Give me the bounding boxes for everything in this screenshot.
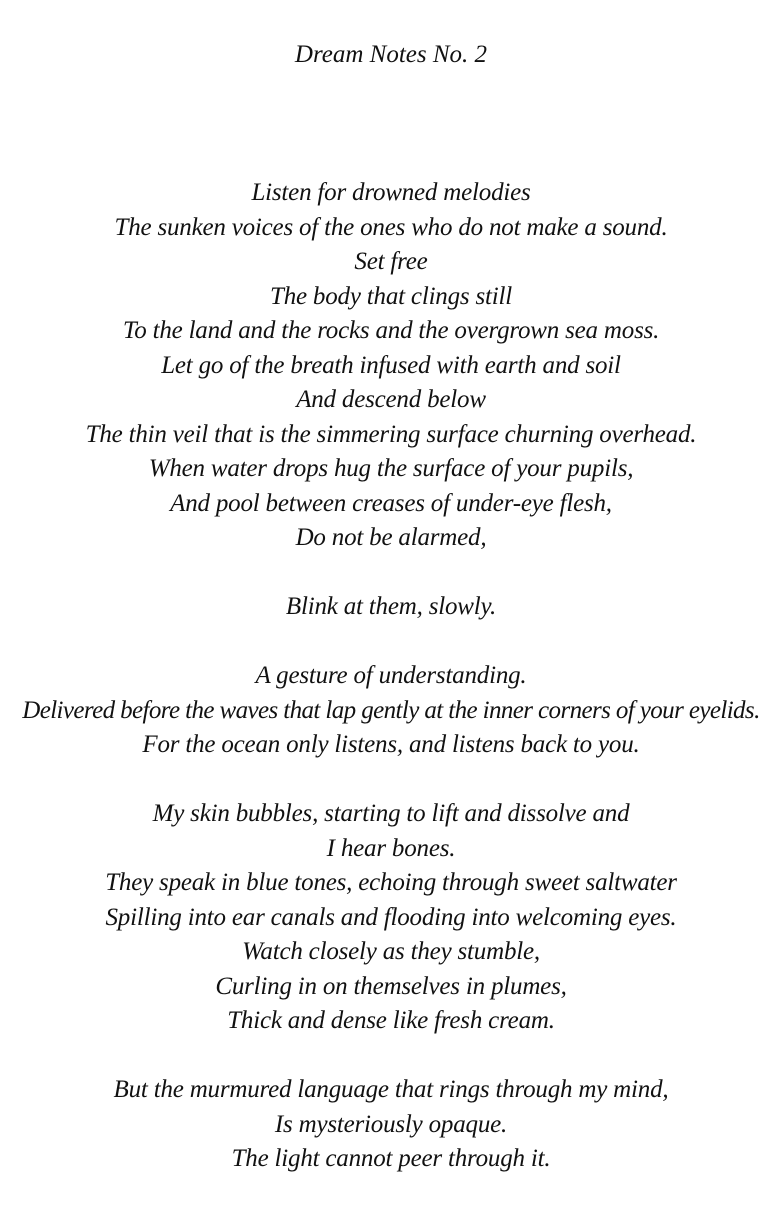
poem-line: Watch closely as they stumble, <box>242 938 540 965</box>
poem-line: They speak in blue tones, echoing through sweet saltwater <box>105 869 677 896</box>
stanza-break <box>0 763 782 798</box>
stanza-break <box>0 625 782 660</box>
stanza-2 <box>0 590 782 625</box>
poem-line: Curling in on themselves in plumes, <box>215 972 567 1000</box>
poem-line: Do not be alarmed, <box>295 524 487 551</box>
stanza-5 <box>0 1073 782 1177</box>
stanza-break <box>0 556 782 591</box>
poem-line: And pool between creases of under-eye flesh, <box>170 489 612 517</box>
poem-line: And descend below <box>296 386 486 413</box>
poem-line: To the land and the rocks and the overgrown sea moss. <box>122 317 660 344</box>
poem-line: The light cannot peer through it. <box>231 1145 551 1172</box>
poem-line: For the ocean only listens, and listens back to you. <box>142 731 640 758</box>
poem-line: When water drops hug the surface of your pupils, <box>148 455 634 482</box>
poem-line: Thick and dense like fresh cream. <box>227 1007 555 1034</box>
poem-line: Listen for drowned melodies <box>251 179 531 206</box>
poem-line: Delivered before the waves that lap gently at the inner corners of your eyelids. <box>22 696 760 724</box>
stanza-1 <box>0 176 782 556</box>
poem-line: The sunken voices of the ones who do not make a sound. <box>114 213 668 241</box>
poem-line: I hear bones. <box>326 834 456 862</box>
poem-line: Set free <box>354 248 428 275</box>
poem-line: A gesture of understanding. <box>255 662 527 689</box>
poem-line: The thin veil that is the simmering surface churning overhead. <box>85 420 697 448</box>
poem-title: Dream Notes No. 2 <box>294 41 488 68</box>
poem-line: Is mysteriously opaque. <box>274 1110 508 1138</box>
poem-body <box>0 176 782 1177</box>
poem-line: Blink at them, slowly. <box>285 593 497 620</box>
stanza-break <box>0 1039 782 1074</box>
stanza-3 <box>0 659 782 763</box>
poem-line: Let go of the breath infused with earth and soil <box>161 351 621 379</box>
poem-line: My skin bubbles, starting to lift and dissolve and <box>152 800 630 827</box>
poem-line: Spilling into ear canals and flooding into welcoming eyes. <box>105 903 677 931</box>
poem-line: The body that clings still <box>269 282 513 310</box>
poem-line: But the murmured language that rings through my mind, <box>113 1076 669 1103</box>
stanza-4 <box>0 797 782 1039</box>
